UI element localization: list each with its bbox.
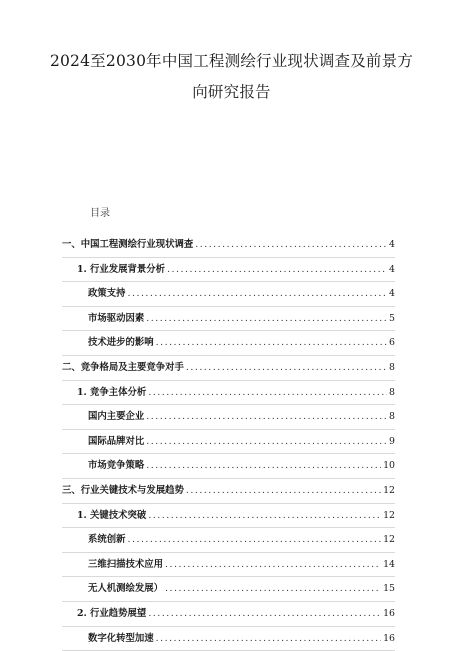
toc-entry-page-number: 14 [383,553,395,577]
toc-entry[interactable] [62,233,395,258]
toc-entry-title: 数字化转型加速 [88,627,154,651]
toc-entry-page-number: 16 [383,627,395,651]
title-line-1: 2024至2030年中国工程测绘行业现状调查及前景方 [50,52,413,70]
toc-entry[interactable] [62,381,395,406]
toc-entry[interactable] [62,258,395,283]
toc-entry[interactable] [62,479,395,504]
toc-entry-page-number: 15 [383,577,395,601]
toc-entry[interactable] [62,430,395,455]
toc-entry[interactable] [62,282,395,307]
toc-dot-leader [128,282,388,306]
toc-dot-leader [165,577,381,601]
document-title [40,46,423,108]
toc-entry-title: 技术进步的影响 [88,331,154,355]
toc-entry[interactable] [62,577,395,602]
toc-entry-page-number: 12 [383,479,395,503]
toc-dot-leader [146,307,387,331]
toc-entry-page-number: 4 [389,282,395,306]
toc-entry-title: 国际品牌对比 [88,430,144,454]
toc-entry-title: 市场驱动因素 [88,307,144,331]
toc-dot-leader [148,504,381,528]
toc-entry[interactable] [62,454,395,479]
toc-entry-title: 国内主要企业 [88,405,144,429]
toc-entry[interactable] [62,528,395,553]
toc-entry-title: 1. 关键技术突破 [77,504,146,528]
toc-entry-title: 三维扫描技术应用 [88,553,163,577]
toc-dot-leader [146,454,381,478]
toc-dot-leader [146,405,387,429]
toc-entry[interactable] [62,504,395,529]
toc-entry-page-number: 10 [383,454,395,478]
toc-entry-title: 三、行业关键技术与发展趋势 [62,479,184,503]
toc-dot-leader [167,258,387,282]
toc-entry-page-number: 6 [389,331,395,355]
toc-entry[interactable] [62,627,395,651]
toc-dot-leader [186,356,387,380]
toc-entry-page-number: 12 [383,504,395,528]
toc-entry[interactable] [62,356,395,381]
toc-entry-title: 市场竞争策略 [88,454,144,478]
toc-dot-leader [186,479,381,503]
toc-dot-leader [165,553,381,577]
toc-dot-leader [195,233,387,257]
toc-dot-leader [148,381,387,405]
toc-entry-title: 1. 行业发展背景分析 [77,258,165,282]
table-of-contents [62,233,395,651]
toc-dot-leader [146,430,387,454]
toc-entry[interactable] [62,331,395,356]
toc-entry-page-number: 8 [389,356,395,380]
toc-dot-leader [128,528,382,552]
title-line-2: 向研究报告 [192,83,271,101]
toc-entry-page-number: 5 [389,307,395,331]
toc-entry-page-number: 9 [389,430,395,454]
toc-entry-page-number: 16 [383,602,395,626]
toc-entry-page-number: 12 [383,528,395,552]
toc-entry-title: 无人机测绘发展） [88,577,163,601]
toc-entry-title: 二、竞争格局及主要竞争对手 [62,356,184,380]
toc-entry-title: 2. 行业趋势展望 [77,602,146,626]
toc-entry-page-number: 4 [389,258,395,282]
toc-entry-page-number: 8 [389,381,395,405]
toc-heading: 目录 [90,204,110,219]
toc-dot-leader [156,331,387,355]
toc-entry-title: 1. 竞争主体分析 [77,381,146,405]
toc-entry-page-number: 8 [389,405,395,429]
toc-entry-title: 政策支持 [88,282,126,306]
toc-entry-title: 系统创新 [88,528,126,552]
toc-entry-page-number: 4 [389,233,395,257]
toc-entry-title: 一、中国工程测绘行业现状调查 [62,233,193,257]
toc-dot-leader [148,602,381,626]
toc-entry[interactable] [62,602,395,627]
toc-entry[interactable] [62,553,395,578]
toc-entry[interactable] [62,307,395,332]
toc-entry[interactable] [62,405,395,430]
toc-dot-leader [156,627,381,651]
